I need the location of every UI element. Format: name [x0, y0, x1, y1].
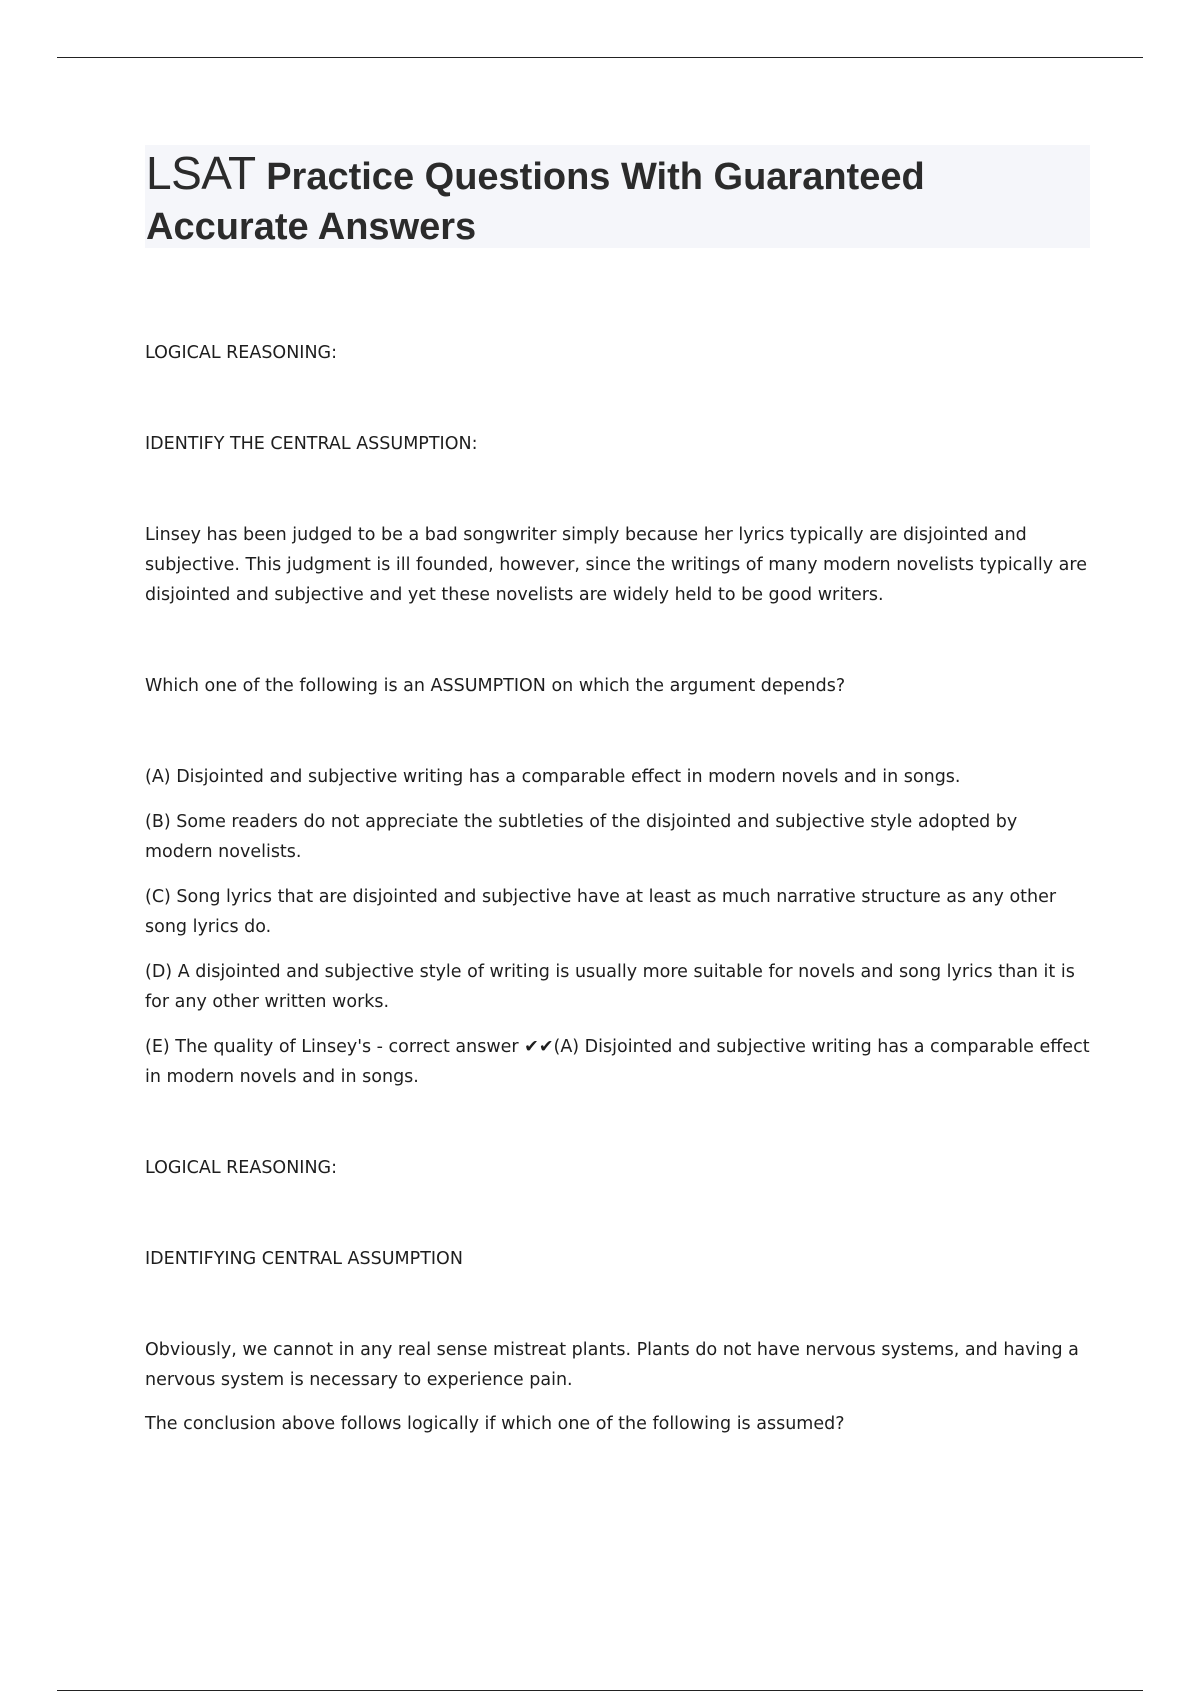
answer-choice-b: (B) Some readers do not appreciate the subtleties of the disjointed and subjective style adopted by modern novelists. [145, 812, 1018, 862]
section-label-2: LOGICAL REASONING: [145, 1158, 337, 1178]
title-rest: Practice Questions With Guaranteed Accurate Answers [146, 156, 925, 248]
page-title [146, 148, 1046, 252]
section-label-1: LOGICAL REASONING: [145, 343, 337, 363]
passage-1: Linsey has been judged to be a bad songwriter simply because her lyrics typically are disjointed and subjective. This judgment is ill founded, however, since the writings of many modern novelists typically are disjointed and subjective and yet these novelists are widely held to be good writers. [145, 525, 1087, 605]
question-stem-2: The conclusion above follows logically if which one of the following is assumed? [145, 1414, 845, 1434]
title-lsat: LSAT [146, 147, 256, 199]
top-divider [57, 57, 1143, 58]
question-stem-1: Which one of the following is an ASSUMPTION on which the argument depends? [145, 676, 846, 696]
question-type-2: IDENTIFYING CENTRAL ASSUMPTION [145, 1249, 463, 1269]
answer-choice-e-with-answer: (E) The quality of Linsey's - correct answer ✔✔(A) Disjointed and subjective writing has a comparable effect in modern novels and in songs. [145, 1037, 1090, 1087]
answer-choice-c: (C) Song lyrics that are disjointed and subjective have at least as much narrative structure as any other song lyrics do. [145, 887, 1057, 937]
passage-2: Obviously, we cannot in any real sense mistreat plants. Plants do not have nervous systems, and having a nervous system is necessary to experience pain. [145, 1340, 1079, 1390]
question-type-1: IDENTIFY THE CENTRAL ASSUMPTION: [145, 434, 478, 454]
answer-choice-a: (A) Disjointed and subjective writing has a comparable effect in modern novels and in songs. [145, 767, 961, 787]
document-body [145, 338, 1090, 1439]
bottom-divider [57, 1690, 1143, 1691]
answer-choice-d: (D) A disjointed and subjective style of writing is usually more suitable for novels and song lyrics than it is for any other written works. [145, 962, 1075, 1012]
